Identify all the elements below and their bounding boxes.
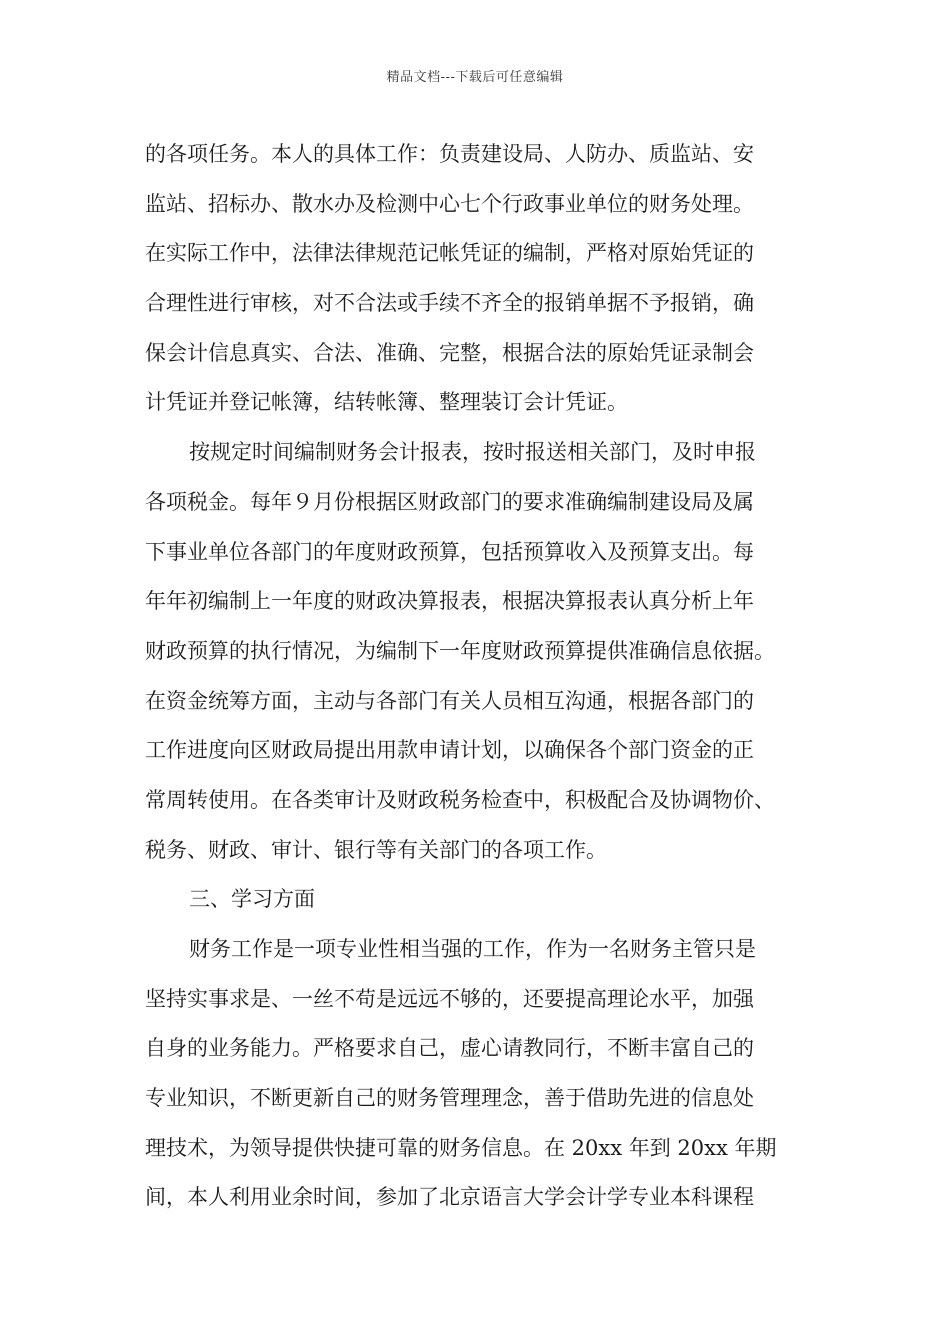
text-line: 的各项任务。本人的具体工作：负责建设局、人防办、质监站、安 bbox=[145, 142, 754, 166]
text-line: 在资金统筹方面，主动与各部门有关人员相互沟通，根据各部门的 bbox=[145, 688, 754, 713]
paragraph-first-line: 按规定时间编制财务会计报表，按时报送相关部门，及时申报 bbox=[189, 440, 756, 465]
text-line: 专业知识，不断更新自己的财务管理理念，善于借助先进的信息处 bbox=[145, 1086, 754, 1111]
text-line: 理技术，为领导提供快捷可靠的财务信息。在 20xx 年到 20xx 年期 bbox=[145, 1135, 777, 1160]
paragraph-first-line: 财务工作是一项专业性相当强的工作，作为一名财务主管只是 bbox=[189, 937, 756, 961]
text-line: 计凭证并登记帐簿，结转帐簿、整理装订会计凭证。 bbox=[145, 390, 628, 415]
page-header: 精品文档---下载后可任意编辑 bbox=[386, 70, 564, 85]
text-line: 间，本人利用业余时间，参加了北京语言大学会计学专业本科课程 bbox=[145, 1185, 754, 1210]
text-line: 财政预算的执行情况，为编制下一年度财政预算提供准确信息依据。 bbox=[145, 638, 775, 663]
text-line: 自身的业务能力。严格要求自己，虚心请教同行，不断丰富自己的 bbox=[145, 1036, 754, 1061]
section-heading: 三、学习方面 bbox=[189, 887, 315, 912]
text-line: 监站、招标办、散水办及检测中心七个行政事业单位的财务处理。 bbox=[145, 191, 754, 216]
text-line: 保会计信息真实、合法、准确、完整，根据合法的原始凭证录制会 bbox=[145, 340, 754, 365]
text-line: 坚持实事求是、一丝不苟是远远不够的，还要提高理论水平，加强 bbox=[145, 986, 754, 1011]
text-line: 下事业单位各部门的年度财政预算，包括预算收入及预算支出。每 bbox=[145, 539, 754, 564]
text-line: 各项税金。每年９月份根据区财政部门的要求准确编制建设局及属 bbox=[145, 489, 754, 514]
text-line: 年年初编制上一年度的财政决算报表，根据决算报表认真分析上年 bbox=[145, 589, 754, 614]
text-line: 在实际工作中，法律法律规范记帐凭证的编制，严格对原始凭证的 bbox=[145, 241, 754, 266]
text-line: 税务、财政、审计、银行等有关部门的各项工作。 bbox=[145, 837, 607, 862]
document-body bbox=[145, 130, 810, 1223]
text-line: 常周转使用。在各类审计及财政税务检查中，积极配合及协调物价、 bbox=[145, 787, 775, 812]
text-line: 合理性进行审核，对不合法或手续不齐全的报销单据不予报销，确 bbox=[145, 291, 754, 316]
text-line: 工作进度向区财政局提出用款申请计划，以确保各个部门资金的正 bbox=[145, 738, 754, 763]
